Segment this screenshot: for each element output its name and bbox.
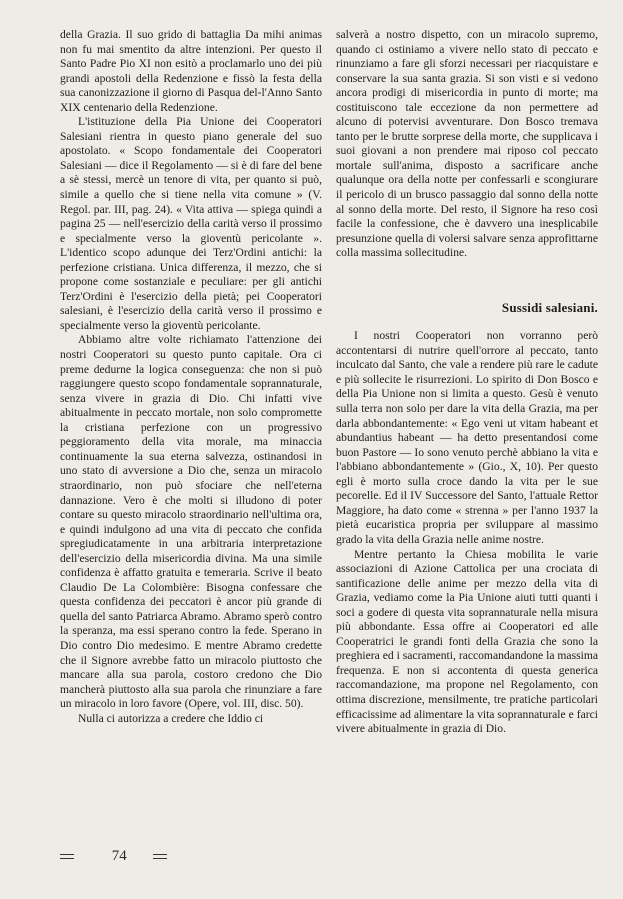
paragraph: Mentre pertanto la Chiesa mobilita le varie associazioni di Azione Cattolica per una crociata di santificazione delle anime per mezzo della vita di Grazia, vediamo come la Pia Unione aiuti tutti quanti i soci a godere di questa vita soprannaturale nella misura più abbondante. Essa offre ai Cooperatori ed alle Cooperatrici le grandi fonti della Grazia che sono la preghiera ed i sacramenti, raccomandandone la massima frequenza. E non si accontenta di questa generica raccomandazione, ma propone nel Regolamento, con ottima discrezione, mensilmente, tre pratiche particolari efficacissime ad alimentare la vita soprannaturale e farci vivere abitualmente in grazia di Dio.	[336, 547, 598, 736]
paragraph: Nulla ci autorizza a credere che Iddio ci	[78, 711, 264, 725]
paragraph: I nostri Cooperatori non vorranno però accontentarsi di nutrire quell'orrore al peccato, tanto inculcato dal Santo, che vale a rendere più rare le cadute e più sollecite le risurrezioni. Lo spirito di Don Bosco e della Pia Unione non si limita a questo. Gesù è venuto sulla terra non solo per dare la vita della Grazia, ma per darla abbondantemente: « Ego veni ut vitam habeant et abundantius habeant — ha detto presentandosi come buon Pastore — Io sono venuto perchè abbiano la vita e l'abbiano abbondantemente » (Gio., X, 10). Per questo egli è morto sulla croce dando la vita per le sue pecorelle. Ed il IV Successore del Santo, l'attuale Rettor Maggiore, ha dato come « strenna » per l'anno 1937 la pietà eucaristica propria per sviluppare al massimo grado la vita della Grazia nelle anime nostre.	[336, 329, 598, 546]
right-column	[336, 28, 598, 737]
page-footer	[60, 848, 260, 865]
section-heading: Sussidi salesiani.	[501, 299, 598, 315]
paragraph: L'istituzione della Pia Unione dei Cooperatori Salesiani rientra in questo piano generale del suo apostolato. « Scopo fondamentale dei Cooperatori Salesiani — dice il Regolamento — si è di fare del bene a sè stessi, mercè un tenore di vita, per quanto si può, simile a quello che si tiene nella vita comune » (V. Regol. par. III, pag. 24). « Vita attiva — spiega quindi a pagina 25 — nell'esercizio della carità verso il prossimo e specialmente verso la gioventù pericolante ». L'identico scopo adunque dei Terz'Ordini antichi: la perfezione cristiana. Unica differenza, il mezzo, che si propone come sostanziale e peculiare: per gli antichi Terz'Ordini è l'esercizio della pietà; pei Cooperatori salesiani, è l'esercizio della carità verso il prossimo e specialmente verso la gioventù pericolante.	[60, 115, 322, 332]
page-number: 74	[111, 848, 127, 864]
paragraph: salverà a nostro dispetto, con un miracolo supremo, quando ci ostiniamo a vivere nello stato di peccato e rinunziamo a fare gli sforzi necessari per riacquistare e conservare la sua santa grazia. Si son visti e si vedono ancora prodigi di misericordia in punto di morte; ma costituiscono tale eccezione da non permettere ad alcuno di potervisi avventurare. Don Bosco tremava tanto per le brutte sorprese della morte, che supplicava i suoi giovani a non prendere mai riposo col peccato mortale sull'anima, disposto a sacrificare anche qualunque ora della notte per confessarli e scongiurare il pericolo di un brusco passaggio dal sonno della notte al sonno della morte. Del resto, il Signore ha reso così facile la confessione, che è davvero una inesplicabile presunzione quella di volersi salvare senza approfittarne colla massima sollecitudine.	[336, 28, 598, 260]
paragraph: Abbiamo altre volte richiamato l'attenzione dei nostri Cooperatori su questo punto capitale. Ora ci preme dedurne la logica conseguenza: che non si può raggiungere questo scopo fondamentale soprannaturale, senza vivere in grazia di Dio. Chi infatti vive abitualmente in peccato mortale, non solo compromette la cristiana perfezione con un progressivo peggioramento della vita morale, ma minaccia continuamente la sua eterna salvezza, ostinandosi in uno stato di avversione a Dio che, senza un miracolo straordinario, non può sfociare che nell'eterna dannazione. Vero è che molti si illudono di poter contare su questo miracolo straordinario nell'ultima ora, e quindi indulgono ad una vita di peccato che confida spregiudicatamente in una arbitraria interpretazione dell'esercizio della misericordia divina. Ma una simile confidenza è affatto gratuita e temeraria. Scrive il beato Claudio De La Colombière: Bisogna confessare che questa confidenza dei peccatori è ancor più grande di quella del santo Patriarca Abramo. Abramo sperò contro la speranza, ma essi sperano contro la fede. Sperano in Dio contro Dio medesimo. E mentre Abramo credette che il Signore avrebbe fatto un miracolo piuttosto che mancare alla sua parola, costoro credono che Dio mancherà piuttosto alla sua parola che rinunziare a fare un miracolo in loro favore (Opere, vol. III, disc. 50).	[60, 333, 322, 711]
footer-ornament	[153, 854, 167, 859]
paragraph: della Grazia. Il suo grido di battaglia Da mihi animas non fu mai smentito da altre intenzioni. Per questo il Santo Padre Pio XI non esitò a proclamarlo uno dei più grandi apostoli della Redenzione e fissò la festa della sua canonizzazione il giorno di Pasqua del-l'Anno Santo XIX centenario della Redenzione.	[60, 28, 322, 114]
left-column	[60, 28, 322, 726]
footer-ornament	[60, 854, 74, 859]
